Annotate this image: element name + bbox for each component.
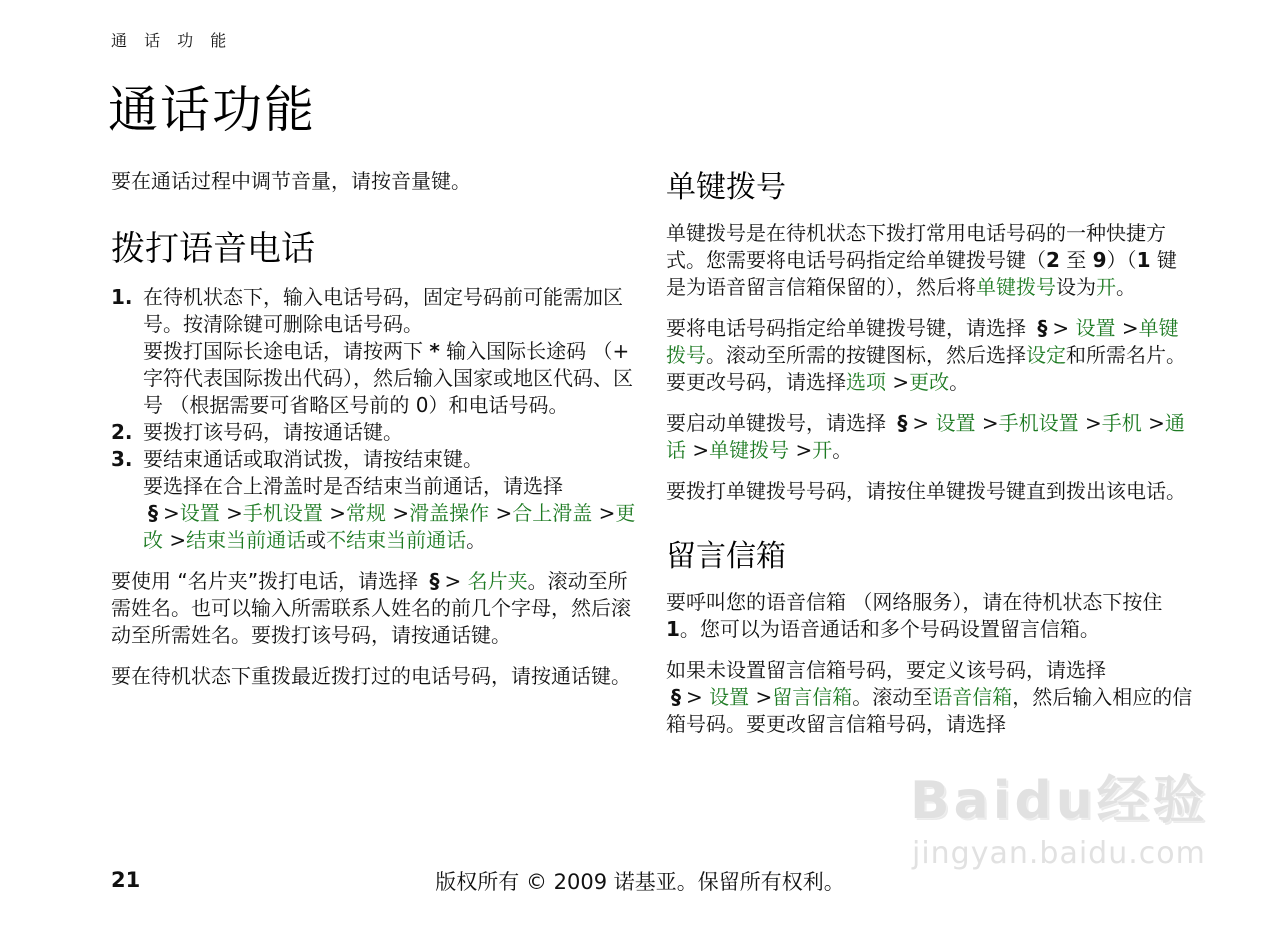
paragraph-text: 要使用 “名片夹”拨打电话，请选择 — [111, 569, 419, 593]
step-text: 要拨打国际长途电话，请按两下 — [143, 339, 430, 363]
speed-dial-paragraph-4: 要拨打单键拨号号码，请按住单键拨号键直到拨出该电话。 — [666, 479, 1186, 503]
section-title-voicemail: 留言信箱 — [666, 539, 786, 574]
step-number: 1. — [111, 285, 133, 309]
section-title-speed-dial: 单键拨号 — [666, 170, 786, 205]
paragraph-text: 要呼叫您的语音信箱 （网络服务），请在待机状态下按住 — [666, 590, 1163, 614]
key-label: 1 — [1136, 248, 1151, 272]
menu-separator: > — [892, 370, 910, 394]
menu-path-item: 设置 — [1075, 316, 1116, 340]
menu-separator: > — [1148, 411, 1165, 435]
menu-separator: > — [692, 438, 710, 462]
step-text: 。 — [466, 528, 487, 552]
right-column — [666, 162, 1196, 752]
menu-path-item: 单键拨号 — [976, 275, 1056, 299]
intro-paragraph: 要在通话过程中调节音量，请按音量键。 — [111, 169, 471, 193]
paragraph-text: 设为 — [1056, 275, 1096, 299]
key-label: 9 — [1092, 248, 1107, 272]
menu-option: 结束当前通话 — [186, 528, 307, 552]
menu-path-item: 手机设置 — [998, 411, 1079, 435]
paragraph-text: 。滚动至 — [852, 685, 933, 709]
paragraph-text: 。滚动至所需姓名。也可以输入所需联系人姓名的前几个字母，然后滚动至所需姓名。要拨打该号码，请按通话键。 — [111, 569, 631, 647]
menu-path-item: 单键拨号 — [709, 438, 790, 462]
copyright-notice: 版权所有 © 2009 诺基亚。保留所有权利。 — [435, 870, 845, 894]
paragraph-text: ）（ — [1106, 248, 1137, 272]
menu-separator: > — [1052, 316, 1070, 340]
menu-separator: > — [981, 411, 999, 435]
menu-option: 选项 — [846, 370, 886, 394]
left-column — [111, 168, 641, 704]
paragraph-text: 。滚动至所需的按键图标，然后选择 — [706, 343, 1026, 367]
key-label: 2 — [1046, 248, 1060, 272]
paragraph-text: ，然后输入相应的信箱号码。要更改留言信箱号码，请选择 — [666, 685, 1193, 736]
redial-paragraph: 要在待机状态下重拨最近拨打过的电话号码，请按通话键。 — [111, 664, 631, 688]
paragraph-text: 如果未设置留言信箱号码，要定义该号码，请选择 — [666, 658, 1106, 682]
menu-separator: > — [169, 528, 187, 552]
menu-separator: > — [1084, 411, 1102, 435]
menu-separator: > — [163, 501, 180, 525]
menu-option: 设定 — [1026, 343, 1066, 367]
step-number: 2. — [111, 420, 133, 444]
menu-key-icon: § — [897, 411, 908, 435]
speed-dial-paragraph-1 — [666, 220, 1196, 301]
menu-option: 不结束当前通话 — [326, 528, 467, 552]
menu-key-icon: § — [148, 501, 158, 525]
page-title: 通话功能 — [108, 81, 316, 139]
menu-path-item: 单键拨号 — [666, 316, 1179, 367]
menu-path-item: 更改 — [143, 501, 636, 552]
menu-key-icon: § — [1037, 316, 1048, 340]
menu-separator: > — [495, 501, 513, 525]
steps-list — [111, 284, 641, 554]
paragraph-text: 单键拨号是在待机状态下拨打常用电话号码的一种快捷方式。您需要将电话号码指定给单键拨号键（ — [666, 221, 1166, 272]
menu-separator: > — [912, 411, 930, 435]
menu-separator: > — [598, 501, 616, 525]
watermark-url: jingyan.baidu.com — [912, 836, 1206, 871]
star-key: * — [429, 339, 440, 363]
paragraph-text: 要启动单键拨号，请选择 — [666, 411, 886, 435]
menu-separator: > — [755, 685, 773, 709]
menu-path-item: 留言信箱 — [772, 685, 853, 709]
step-item — [111, 419, 641, 446]
step-item — [111, 446, 641, 554]
menu-separator: > — [686, 685, 703, 709]
watermark — [890, 758, 1220, 878]
menu-path-item: 滑盖操作 — [409, 501, 490, 525]
menu-separator: > — [1121, 316, 1139, 340]
menu-path-item: 设置 — [935, 411, 976, 435]
menu-path-item: 设置 — [709, 685, 750, 709]
paragraph-text: 。 — [949, 370, 970, 394]
paragraph-text: 至 — [1059, 248, 1093, 272]
paragraph-text: 要将电话号码指定给单键拨号键，请选择 — [666, 316, 1026, 340]
menu-separator: > — [226, 501, 243, 525]
step-text: 要选择在合上滑盖时是否结束当前通话，请选择 — [143, 474, 563, 498]
paragraph-text: 。 — [832, 438, 853, 462]
menu-key-icon: § — [429, 569, 440, 593]
step-text: 在待机状态下，输入电话号码，固定号码前可能需加区号。按清除键可删除电话号码。 — [143, 285, 623, 336]
menu-option: 开 — [1096, 275, 1116, 299]
menu-path-item: 手机设置 — [242, 501, 323, 525]
step-text: 要结束通话或取消试拨，请按结束键。 — [143, 447, 483, 471]
running-header: 通 话 功 能 — [111, 31, 233, 50]
step-item — [111, 284, 641, 419]
menu-option: 语音信箱 — [932, 685, 1013, 709]
menu-option: 开 — [812, 438, 833, 462]
speed-dial-paragraph-2 — [666, 315, 1196, 396]
page-number: 21 — [111, 868, 141, 892]
paragraph-text: 键是为语音留言信箱保留的），然后将 — [666, 248, 1177, 299]
step-text: 要拨打该号码，请按通话键。 — [143, 420, 403, 444]
menu-path-item: 通话 — [666, 411, 1185, 462]
key-label: 1 — [666, 617, 680, 641]
menu-path-item: 手机 — [1101, 411, 1142, 435]
menu-separator: > — [795, 438, 813, 462]
contacts-paragraph — [111, 568, 641, 649]
paragraph-text: 。您可以为语音通话和多个号码设置留言信箱。 — [679, 617, 1100, 641]
voicemail-paragraph-1 — [666, 589, 1196, 643]
section-title-voice-call: 拨打语音电话 — [111, 229, 315, 269]
menu-path-item: 常规 — [346, 501, 387, 525]
menu-option: 更改 — [909, 370, 950, 394]
menu-separator: > — [329, 501, 347, 525]
step-text: 或 — [306, 528, 327, 552]
step-text: 输入国际长途码 （+ 字符代表国际拨出代码），然后输入国家或地区代码、区号 （根据需要可省略区号前的 0）和电话号码。 — [143, 339, 633, 417]
watermark-logo: Baidu经验 — [910, 771, 1209, 831]
menu-key-icon: § — [671, 685, 681, 709]
paragraph-text: 。 — [1116, 275, 1136, 299]
menu-separator: > — [392, 501, 410, 525]
menu-path-item: 设置 — [179, 501, 220, 525]
step-number: 3. — [111, 447, 133, 471]
menu-path-item: 合上滑盖 — [512, 501, 593, 525]
speed-dial-paragraph-3 — [666, 410, 1196, 464]
menu-separator: > — [444, 569, 462, 593]
menu-path-item: 名片夹 — [467, 569, 528, 593]
voicemail-paragraph-2 — [666, 657, 1196, 738]
paragraph-text: 和所需名片。要更改号码，请选择 — [666, 343, 1186, 394]
